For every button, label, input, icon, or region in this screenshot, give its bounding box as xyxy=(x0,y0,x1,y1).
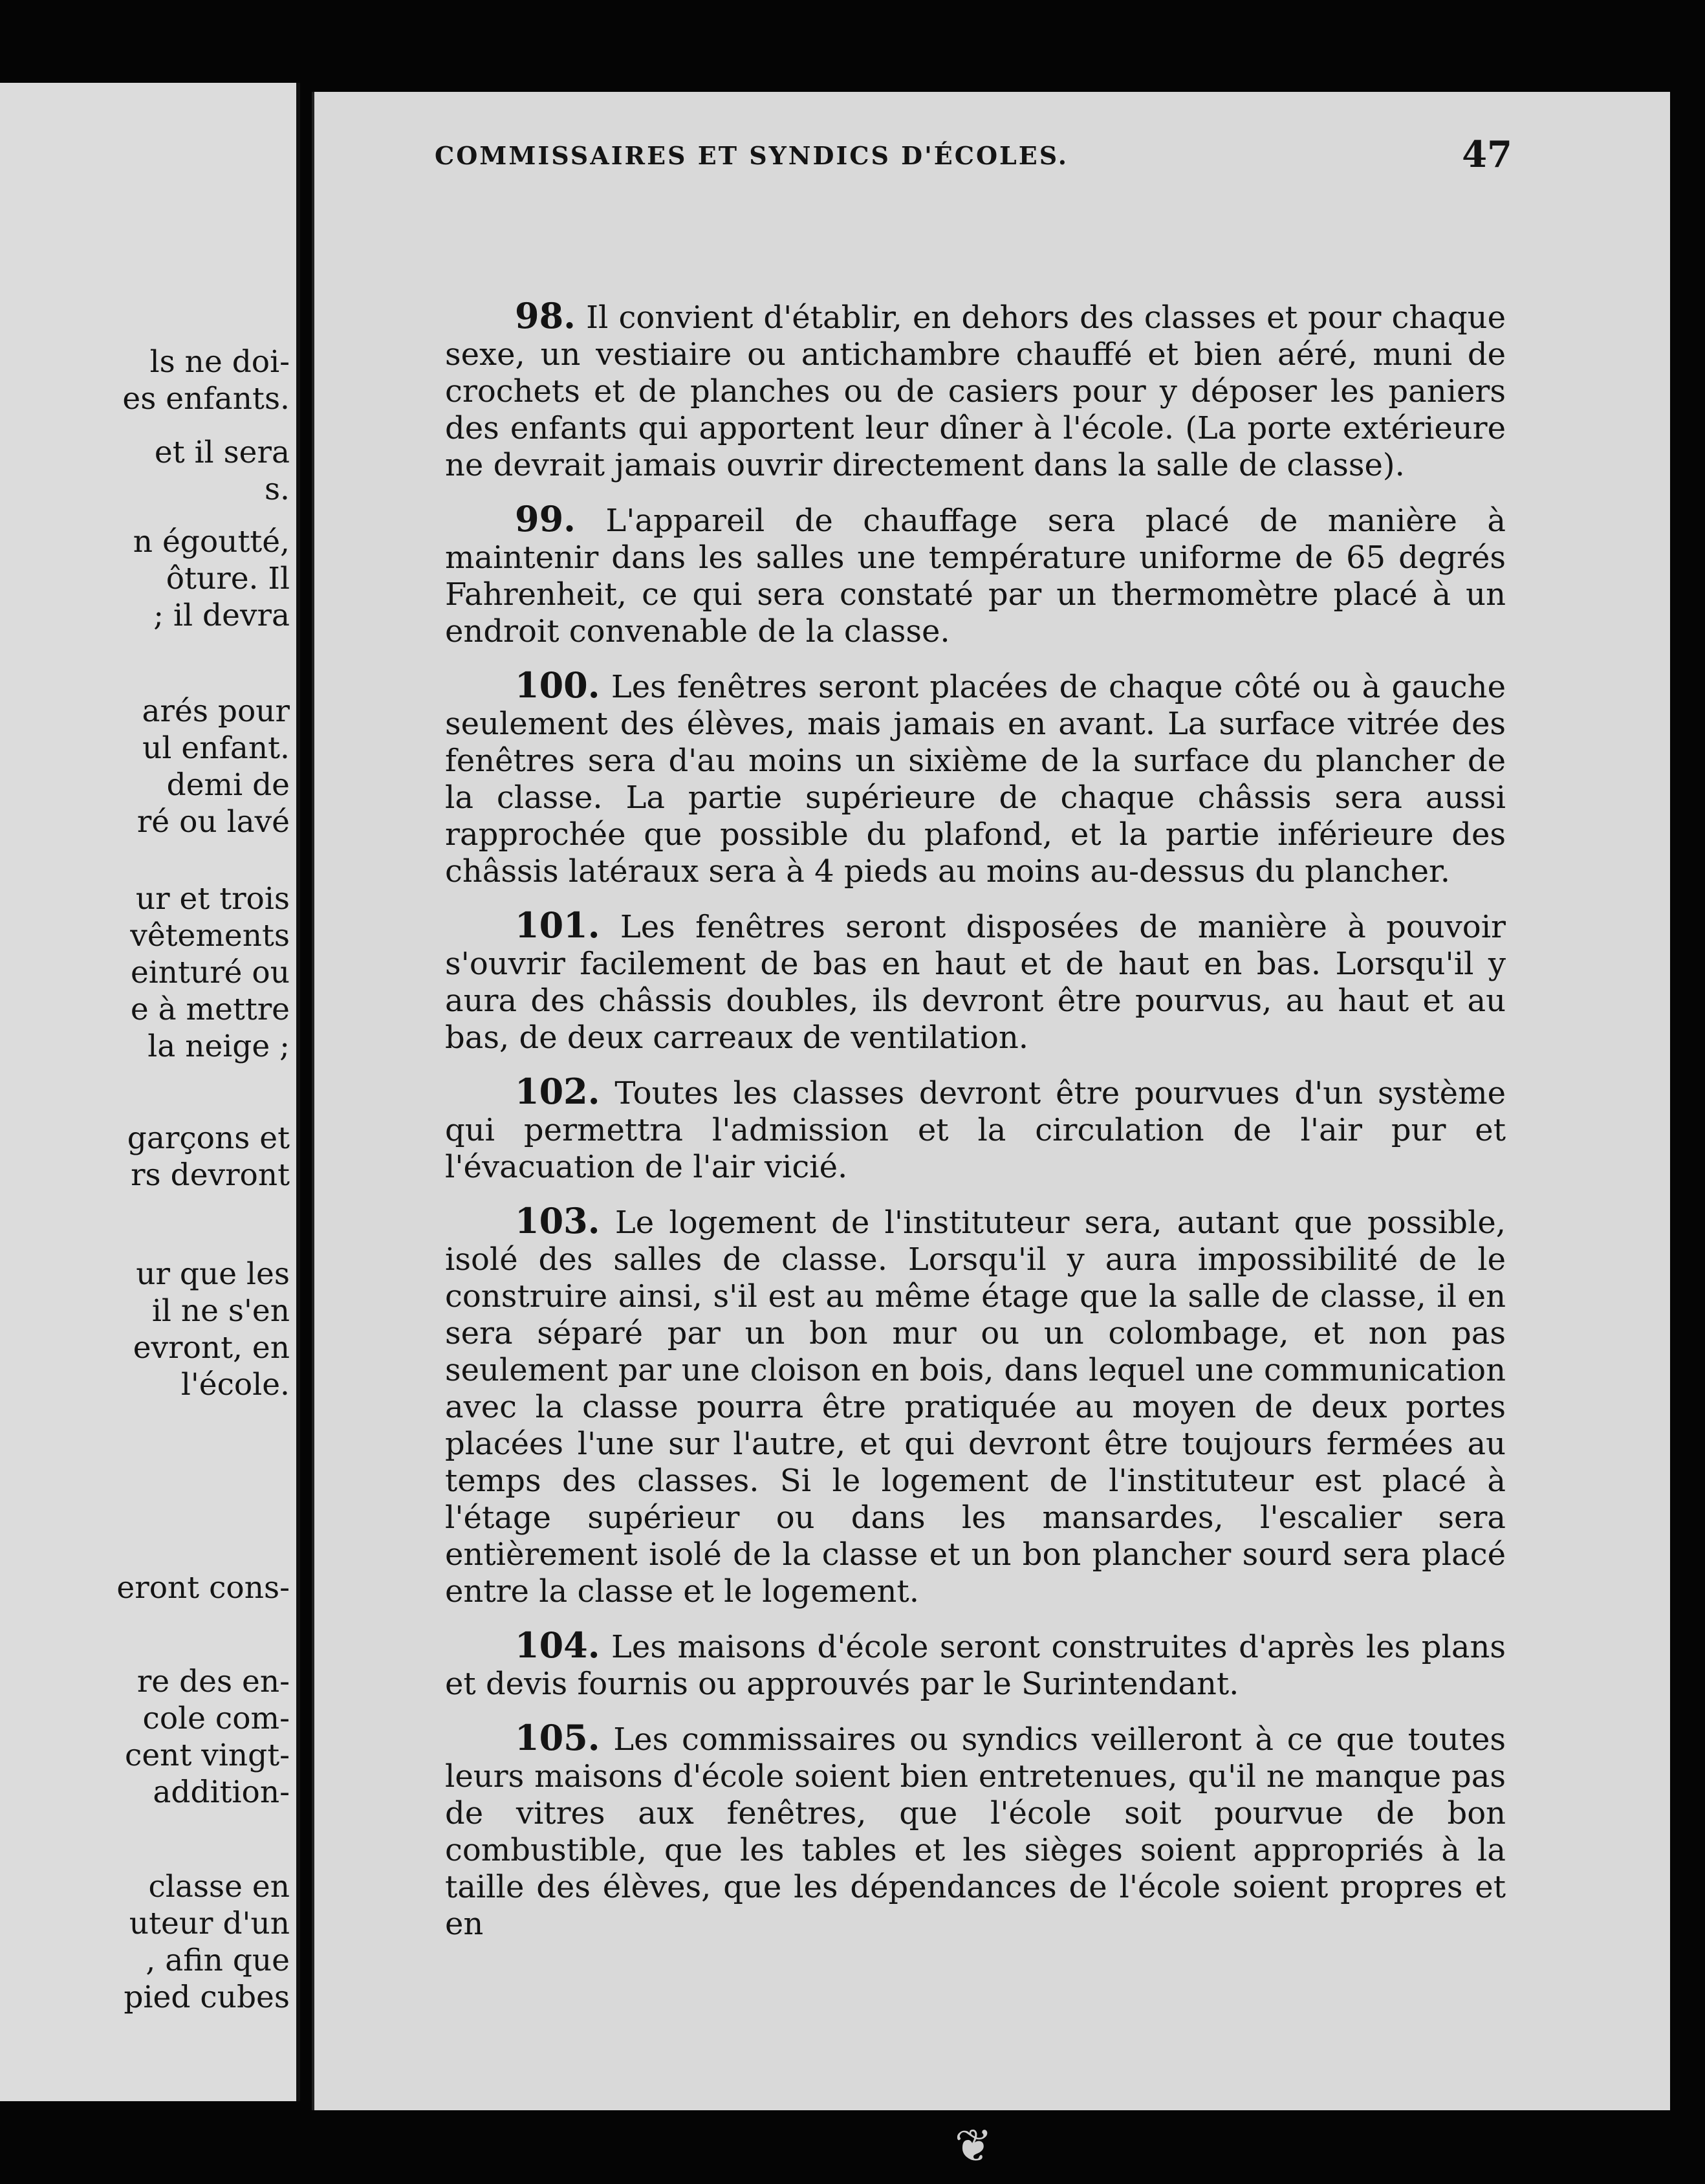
article-text: Les maisons d'école seront construites d'après les plans et devis fournis ou approuvés par le Surintendant. xyxy=(445,1629,1506,1702)
left-page-fragment-line: , afin que xyxy=(146,1943,290,1978)
left-page-fragment-line: einturé ou xyxy=(130,955,290,990)
article-text: Les commissaires ou syndics veilleront à ce que toutes leurs maisons d'école soient bien entretenues, qu'il ne manque pas de vitres aux fenêtres, que l'école soit pourvue de bon combustible, que les tables et les sièges soient appropriés à la taille des élèves, que les dépendances de l'école soient propres et en xyxy=(445,1721,1506,1942)
article-number: 104. xyxy=(515,1624,600,1666)
left-page-fragment-line: ré ou lavé xyxy=(136,804,290,840)
left-page-fragment-line: e à mettre xyxy=(130,992,290,1027)
left-page-fragment-line: cent vingt- xyxy=(125,1738,290,1773)
article-text: L'appareil de chauffage sera placé de manière à maintenir dans les salles une température uniforme de 65 degrés Fahrenheit, ce qui sera constaté par un thermomètre placé à un endroit convenable de la classe. xyxy=(445,503,1506,650)
article-number: 102. xyxy=(515,1071,600,1112)
left-page-fragment-line: arés pour xyxy=(142,693,290,729)
article-number: 105. xyxy=(515,1717,600,1758)
left-page-fragment-line: ôture. Il xyxy=(166,561,290,596)
left-page-fragment-block xyxy=(5,1255,290,1403)
left-page-fragment-line: rs devront xyxy=(131,1157,290,1193)
left-page-fragment-line: et il sera xyxy=(154,435,290,470)
article-text: Toutes les classes devront être pourvues d'un système qui permettra l'admission et la circulation de l'air pur et l'évacuation de l'air vicié. xyxy=(445,1075,1506,1185)
article-number: 98. xyxy=(515,295,576,336)
left-page-fragment-block xyxy=(5,1663,290,1810)
left-page-fragment-line: es enfants. xyxy=(122,381,290,417)
left-page-fragment-block xyxy=(5,692,290,840)
article-98 xyxy=(445,295,1506,484)
left-page-fragment-line: l'école. xyxy=(180,1367,290,1403)
article-text: Il convient d'établir, en dehors des classes et pour chaque sexe, un vestiaire ou antichambre chauffé et bien aéré, muni de crochets et de planches ou de casiers pour y déposer les paniers des enfants qui apportent leur dîner à l'école. (La porte extérieure ne devrait jamais ouvrir directement dans la salle de classe). xyxy=(445,300,1506,483)
left-page-fragment-line: vêtements xyxy=(130,918,290,954)
left-page-fragment-line: n égoutté, xyxy=(133,524,290,560)
left-page-fragment-line: addition- xyxy=(153,1774,290,1810)
left-page-fragment-block xyxy=(5,1868,290,2015)
left-page-fragment-block xyxy=(5,343,290,417)
article-103 xyxy=(445,1200,1506,1610)
page-number: 47 xyxy=(1462,133,1512,176)
left-page-fragment-line: il ne s'en xyxy=(151,1293,290,1329)
article-text: Le logement de l'instituteur sera, autant que possible, isolé des salles de classe. Lorsqu'il y aura impossibilité de le construire ainsi, s'il est au même étage que la salle de classe, il en sera séparé par un bon mur ou un colombage, et non pas seulement par une cloison en bois, dans lequel une communication avec la classe pourra être pratiquée au moyen de deux portes placées l'une sur l'autre, et qui devront être toujours fermées au temps des classes. Si le logement de l'instituteur est placé à l'étage supérieur ou dans les mansardes, l'escalier sera entièrement isolé de la classe et un bon plancher sourd sera placé entre la classe et le logement. xyxy=(445,1205,1506,1610)
article-text: Les fenêtres seront disposées de manière à pouvoir s'ouvrir facilement de bas en haut et de haut en bas. Lorsqu'il y aura des châssis doubles, ils devront être pourvus, au haut et au bas, de deux carreaux de ventilation. xyxy=(445,909,1506,1056)
left-page-fragment xyxy=(0,83,300,2101)
left-page-fragment-line: la neige ; xyxy=(147,1029,290,1064)
article-105 xyxy=(445,1717,1506,1943)
running-header: COMMISSAIRES ET SYNDICS D'ÉCOLES. xyxy=(434,141,1069,170)
article-102 xyxy=(445,1073,1506,1186)
page-body xyxy=(445,295,1506,1960)
article-101 xyxy=(445,904,1506,1056)
article-number: 103. xyxy=(515,1200,600,1241)
left-page-fragment-line: uteur d'un xyxy=(129,1906,290,1941)
binding-damage-mark: ❦ xyxy=(954,2119,993,2172)
left-page-fragment-line: ls ne doi- xyxy=(149,344,290,380)
article-100 xyxy=(445,664,1506,890)
left-page-fragment-block xyxy=(5,433,290,507)
left-page-fragment-line: s. xyxy=(264,472,290,507)
left-page-fragment-line: ur et trois xyxy=(135,881,290,917)
left-page-fragment-line: classe en xyxy=(148,1869,290,1905)
left-page-fragment-line: re des en- xyxy=(136,1664,290,1699)
left-page-fragment-line: ; il devra xyxy=(153,598,290,633)
article-104 xyxy=(445,1624,1506,1703)
left-page-fragment-line: cole com- xyxy=(142,1701,290,1736)
article-number: 101. xyxy=(515,904,600,946)
article-text: Les fenêtres seront placées de chaque côté ou à gauche seulement des élèves, mais jamais en avant. La surface vitrée des fenêtres sera d'au moins un sixième de la surface du plancher de la classe. La partie supérieure de chaque châssis sera aussi rapprochée que possible du plafond, et la partie inférieure des châssis latéraux sera à 4 pieds au moins au-dessus du plancher. xyxy=(445,669,1506,890)
left-page-fragment-block xyxy=(5,880,290,1064)
article-99 xyxy=(445,498,1506,650)
article-number: 100. xyxy=(515,664,600,706)
left-page-fragment-block xyxy=(5,1569,290,1606)
left-page-fragment-block xyxy=(5,1119,290,1193)
left-page-fragment-line: evront, en xyxy=(133,1330,290,1366)
article-number: 99. xyxy=(515,498,576,540)
left-page-fragment-line: ur que les xyxy=(136,1256,290,1292)
left-page-fragment-line: garçons et xyxy=(127,1120,290,1156)
left-page-fragment-line: pied cubes xyxy=(124,1980,290,2015)
left-page-fragment-line: ul enfant. xyxy=(142,730,290,766)
left-page-fragment-block xyxy=(5,523,290,633)
left-page-fragment-line: eront cons- xyxy=(116,1570,290,1606)
left-page-fragment-line: demi de xyxy=(166,767,290,803)
